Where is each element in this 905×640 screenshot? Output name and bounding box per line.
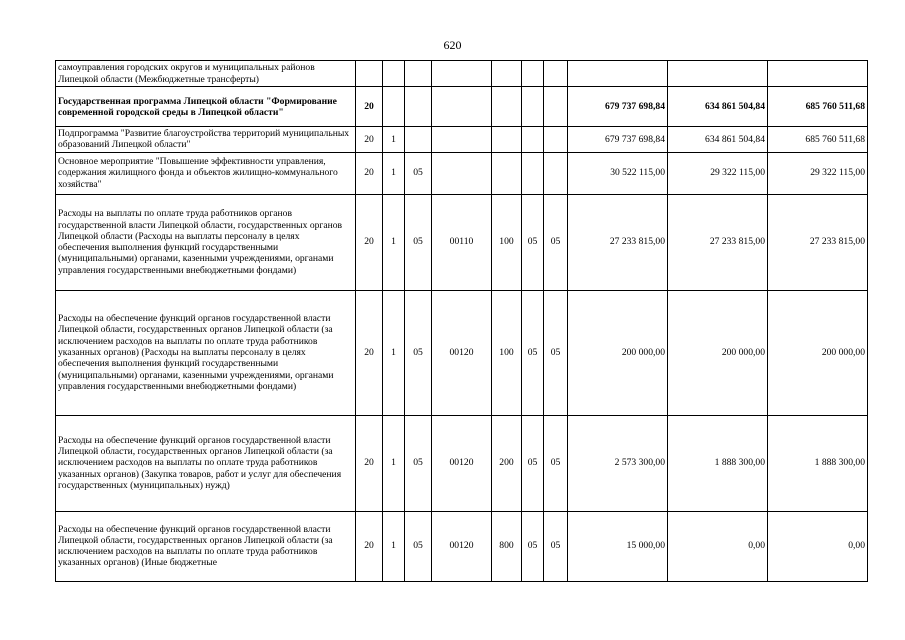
amount-year1-cell: 30 522 115,00 (568, 152, 668, 194)
code-program-cell: 20 (356, 290, 383, 415)
code-direction-cell (432, 152, 492, 194)
row-name-cell: Подпрограмма "Развитие благоустройства территорий муниципальных образований Липецкой области" (56, 127, 356, 153)
row-name-cell: Расходы на обеспечение функций органов государственной власти Липецкой области, государственных органов Липецкой области (за исключением расходов на выплаты по оплате труда работников указанных органов) (Расходы на выплаты персоналу в целях обеспечения выполнения функций государственными (муниципальными) органами, казенными учреждениями, органами управления государственными внебюджетными фондами) (56, 290, 356, 415)
code-program-cell: 20 (356, 511, 383, 581)
code-event-cell: 05 (405, 290, 432, 415)
code-subsection-cell (544, 127, 568, 153)
table-row (56, 290, 868, 415)
code-expense-type-cell: 800 (492, 511, 522, 581)
table-row (56, 415, 868, 511)
code-section-cell: 05 (522, 511, 544, 581)
code-section-cell: 05 (522, 415, 544, 511)
code-expense-type-cell: 100 (492, 290, 522, 415)
amount-year3-cell: 200 000,00 (768, 290, 868, 415)
amount-year2-cell: 27 233 815,00 (668, 194, 768, 290)
code-direction-cell: 00120 (432, 511, 492, 581)
code-direction-cell: 00120 (432, 290, 492, 415)
amount-year3-cell: 685 760 511,68 (768, 87, 868, 127)
code-subsection-cell (544, 87, 568, 127)
row-name-cell: самоуправления городских округов и муниципальных районов Липецкой области (Межбюджетные трансферты) (56, 61, 356, 87)
amount-year2-cell: 1 888 300,00 (668, 415, 768, 511)
code-event-cell (405, 87, 432, 127)
row-name-cell: Государственная программа Липецкой области "Формирование современной городской среды в Липецкой области" (56, 87, 356, 127)
code-section-cell (522, 61, 544, 87)
code-subprogram-cell: 1 (383, 511, 405, 581)
code-program-cell: 20 (356, 127, 383, 153)
code-program-cell: 20 (356, 194, 383, 290)
code-subsection-cell (544, 61, 568, 87)
amount-year3-cell: 1 888 300,00 (768, 415, 868, 511)
code-direction-cell: 00110 (432, 194, 492, 290)
code-event-cell: 05 (405, 152, 432, 194)
amount-year1-cell: 27 233 815,00 (568, 194, 668, 290)
amount-year1-cell: 200 000,00 (568, 290, 668, 415)
code-section-cell: 05 (522, 194, 544, 290)
code-section-cell (522, 127, 544, 153)
code-event-cell: 05 (405, 194, 432, 290)
code-subsection-cell: 05 (544, 290, 568, 415)
code-section-cell (522, 87, 544, 127)
code-event-cell: 05 (405, 511, 432, 581)
code-expense-type-cell (492, 87, 522, 127)
code-event-cell (405, 127, 432, 153)
amount-year1-cell: 2 573 300,00 (568, 415, 668, 511)
row-name-cell: Расходы на выплаты по оплате труда работников органов государственной власти Липецкой области, государственных органов Липецкой области (Расходы на выплаты персоналу в целях обеспечения выполнения функций государственными (муниципальными) органами, казенными учреждениями, органами управления государственными внебюджетными фондами) (56, 194, 356, 290)
amount-year3-cell: 0,00 (768, 511, 868, 581)
code-expense-type-cell: 100 (492, 194, 522, 290)
code-section-cell: 05 (522, 290, 544, 415)
code-subprogram-cell (383, 87, 405, 127)
code-expense-type-cell (492, 61, 522, 87)
amount-year3-cell: 27 233 815,00 (768, 194, 868, 290)
code-direction-cell (432, 127, 492, 153)
amount-year2-cell: 634 861 504,84 (668, 127, 768, 153)
code-program-cell: 20 (356, 415, 383, 511)
amount-year1-cell: 15 000,00 (568, 511, 668, 581)
table-row (56, 194, 868, 290)
table-row (56, 511, 868, 581)
amount-year2-cell: 29 322 115,00 (668, 152, 768, 194)
amount-year3-cell (768, 61, 868, 87)
amount-year3-cell: 29 322 115,00 (768, 152, 868, 194)
page-number: 620 (443, 38, 462, 52)
table-row (56, 61, 868, 87)
amount-year1-cell: 679 737 698,84 (568, 127, 668, 153)
table-body (56, 61, 868, 582)
code-event-cell: 05 (405, 415, 432, 511)
amount-year2-cell: 634 861 504,84 (668, 87, 768, 127)
code-event-cell (405, 61, 432, 87)
amount-year2-cell: 200 000,00 (668, 290, 768, 415)
code-direction-cell (432, 87, 492, 127)
code-subprogram-cell: 1 (383, 415, 405, 511)
code-subsection-cell (544, 152, 568, 194)
row-name-cell: Расходы на обеспечение функций органов государственной власти Липецкой области, государственных органов Липецкой области (за исключением расходов на выплаты по оплате труда работников указанных органов) (Закупка товаров, работ и услуг для обеспечения государственных (муниципальных) нужд) (56, 415, 356, 511)
code-section-cell (522, 152, 544, 194)
row-name-cell: Расходы на обеспечение функций органов государственной власти Липецкой области, государственных органов Липецкой области (за исключением расходов на выплаты по оплате труда работников указанных органов) (Иные бюджетные (56, 511, 356, 581)
code-expense-type-cell (492, 127, 522, 153)
amount-year2-cell: 0,00 (668, 511, 768, 581)
code-subprogram-cell: 1 (383, 194, 405, 290)
table-row (56, 127, 868, 153)
amount-year1-cell (568, 61, 668, 87)
code-direction-cell (432, 61, 492, 87)
code-direction-cell: 00120 (432, 415, 492, 511)
code-subsection-cell: 05 (544, 511, 568, 581)
row-name-cell: Основное мероприятие "Повышение эффективности управления, содержания жилищного фонда и объектов жилищно-коммунального хозяйства" (56, 152, 356, 194)
code-subprogram-cell: 1 (383, 127, 405, 153)
code-subprogram-cell (383, 61, 405, 87)
code-subsection-cell: 05 (544, 194, 568, 290)
amount-year1-cell: 679 737 698,84 (568, 87, 668, 127)
table-row (56, 152, 868, 194)
amount-year3-cell: 685 760 511,68 (768, 127, 868, 153)
code-expense-type-cell: 200 (492, 415, 522, 511)
code-subprogram-cell: 1 (383, 290, 405, 415)
code-subprogram-cell: 1 (383, 152, 405, 194)
table-row (56, 87, 868, 127)
budget-table (55, 60, 868, 582)
code-program-cell (356, 61, 383, 87)
code-subsection-cell: 05 (544, 415, 568, 511)
amount-year2-cell (668, 61, 768, 87)
code-expense-type-cell (492, 152, 522, 194)
code-program-cell: 20 (356, 87, 383, 127)
code-program-cell: 20 (356, 152, 383, 194)
